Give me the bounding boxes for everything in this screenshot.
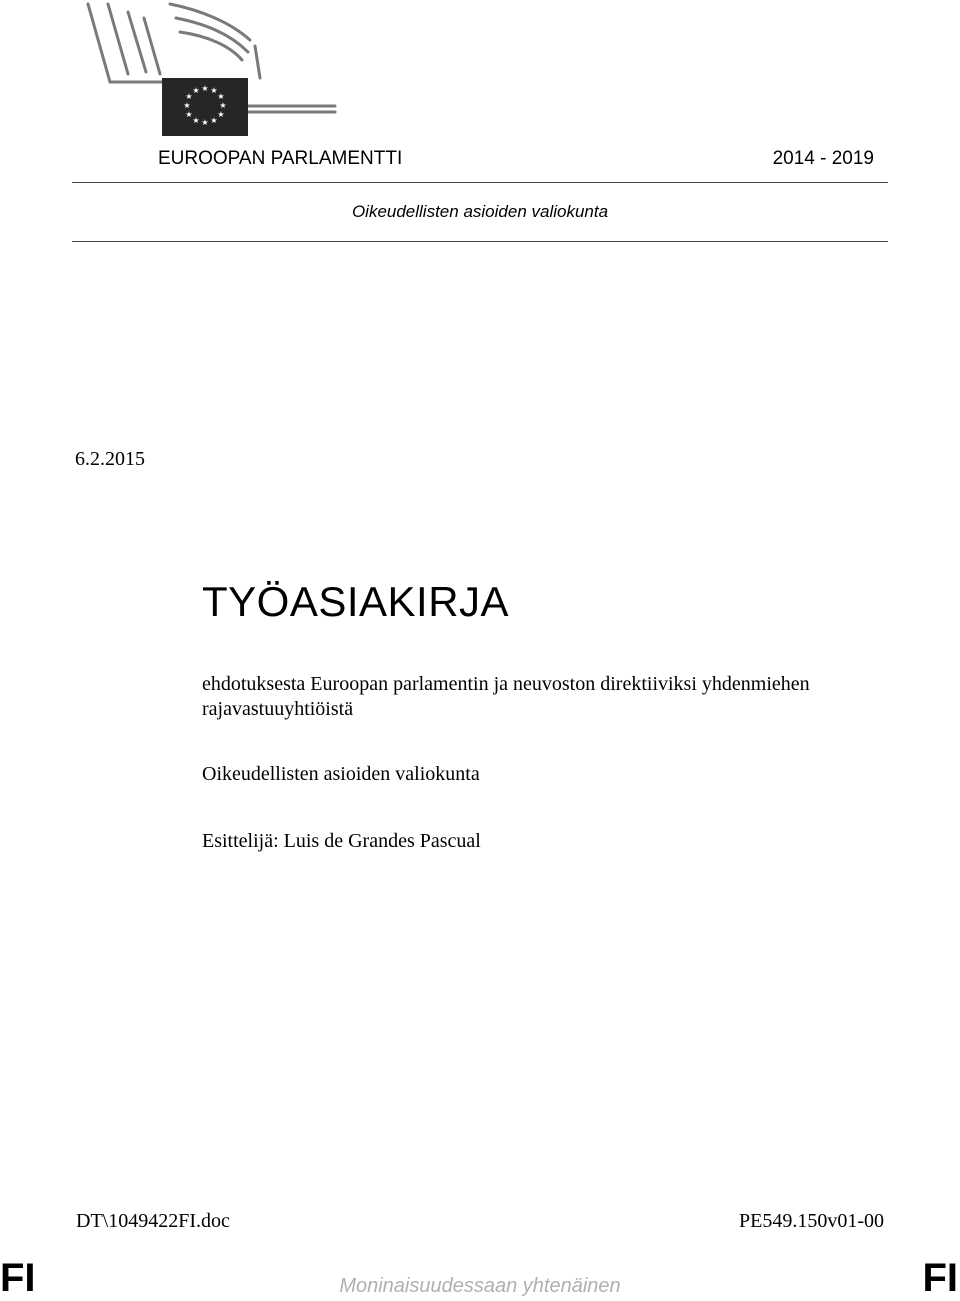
european-parliament-logo-icon [80,0,350,140]
document-committee: Oikeudellisten asioiden valiokunta [202,763,480,785]
svg-text:★: ★ [201,84,209,93]
document-title: TYÖASIAKIRJA [202,578,510,625]
svg-text:★: ★ [219,101,227,110]
footer-pe-reference: PE549.150v01-00 [739,1210,884,1232]
footer-motto: Moninaisuudessaan yhtenäinen [339,1275,621,1297]
parliamentary-term: 2014 - 2019 [772,148,874,169]
document-date: 6.2.2015 [75,448,145,470]
subject-line: rajavastuuyhtiöistä [202,698,354,720]
document-rapporteur: Esittelijä: Luis de Grandes Pascual [202,830,481,852]
header-divider [72,182,888,183]
subject-line: ehdotuksesta Euroopan parlamentin ja neuvoston direktiiviksi yhdenmiehen [202,673,810,695]
footer-language-code-left: FI [0,1256,36,1300]
svg-text:★: ★ [217,92,225,101]
svg-text:★: ★ [185,92,193,101]
header-divider-bottom [72,241,888,242]
footer-language-code-right: FI [922,1256,958,1300]
svg-text:★: ★ [201,118,209,127]
svg-text:★: ★ [210,116,218,125]
svg-text:★: ★ [183,101,191,110]
svg-text:★: ★ [210,86,218,95]
document-subject [202,672,882,722]
svg-text:★: ★ [192,86,200,95]
svg-text:★: ★ [217,110,225,119]
header-committee: Oikeudellisten asioiden valiokunta [351,202,609,221]
parliament-name: EUROOPAN PARLAMENTTI [158,148,403,169]
svg-text:★: ★ [185,110,193,119]
svg-text:★: ★ [192,116,200,125]
footer-document-reference: DT\1049422FI.doc [76,1210,230,1232]
